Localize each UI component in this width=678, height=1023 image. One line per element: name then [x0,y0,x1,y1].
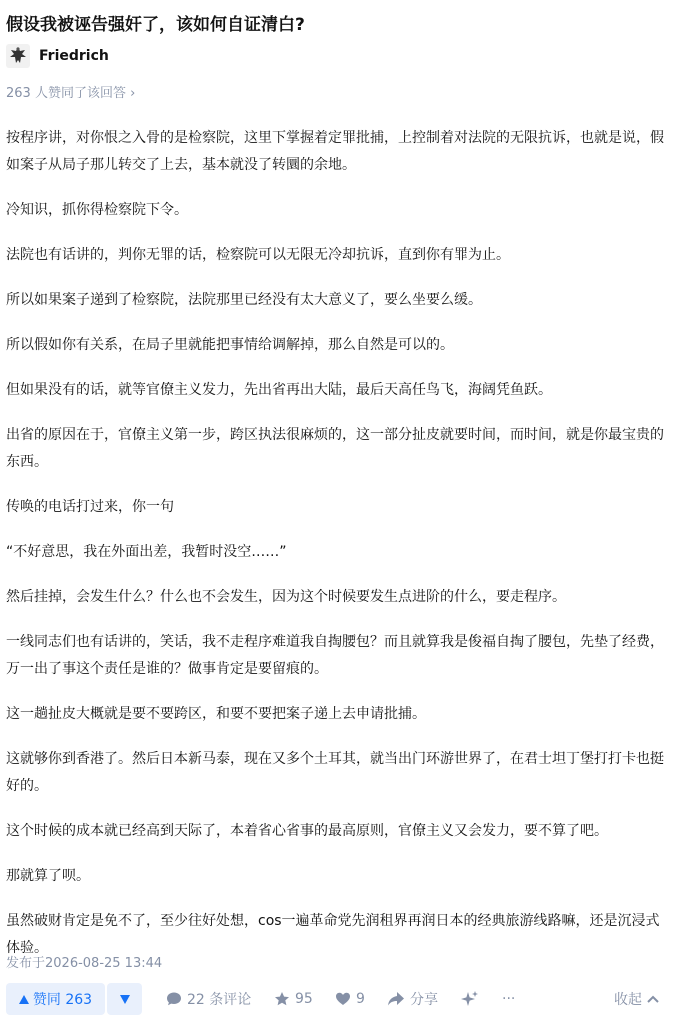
star-count: 95 [295,991,313,1007]
ai-sparkle-button[interactable] [461,983,479,1015]
paragraph: “不好意思，我在外面出差，我暂时没空……” [6,544,287,560]
avatar[interactable] [6,44,30,68]
more-button[interactable] [502,983,515,1015]
voters-link[interactable]: 263 人赞同了该回答 › [6,86,136,101]
paragraph: 这一趟扯皮大概就是要不要跨区，和要不要把案子递上去申请批捕。 [6,706,426,722]
paragraph: 那就算了呗。 [6,868,90,884]
triangle-up-icon [19,995,29,1004]
collapse-button[interactable] [614,983,659,1015]
paragraph: 法院也有话讲的，判你无罪的话，检察院可以无限无冷却抗诉，直到你有罪为止。 [6,247,510,263]
more-icon: ··· [502,991,516,1007]
question-title[interactable]: 假设我被诬告强奸了，该如何自证清白? [6,15,305,35]
paragraph: 然后挂掉，会发生什么？什么也不会发生，因为这个时候要发生点进阶的什么，要走程序。 [6,589,566,605]
like-button[interactable] [335,983,365,1015]
paragraph: 所以如果案子递到了检察院，法院那里已经没有太大意义了，要么坐要么缓。 [6,292,482,308]
author-name[interactable]: Friedrich [39,48,109,64]
triangle-down-icon [120,995,130,1004]
paragraph: 所以假如你有关系，在局子里就能把事情给调解掉，那么自然是可以的。 [6,337,454,353]
sparkle-icon [461,990,479,1008]
paragraph: 但如果没有的话，就等官僚主义发力，先出省再出大陆，最后天高任鸟飞，海阔凭鱼跃。 [6,382,552,398]
paragraph: 这就够你到香港了。然后日本新马泰，现在又多个土耳其，就当出门环游世界了，在君士坦丁堡打打卡也挺好的。 [6,751,664,794]
vote-down-button[interactable] [107,983,142,1015]
comments-button[interactable] [166,983,251,1015]
paragraph: 一线同志们也有话讲的，笑话，我不走程序难道我自掏腰包？而且就算我是俊福自掏了腰包，先垫了经费，万一出了事这个责任是谁的？做事肯定是要留痕的。 [6,634,664,677]
chevron-up-icon [647,995,659,1003]
like-count: 9 [356,991,365,1007]
eagle-crest-icon [7,45,29,67]
paragraph: 冷知识，抓你得检察院下令。 [6,202,188,218]
paragraph: 传唤的电话打过来，你一句 [6,499,174,515]
star-button[interactable] [274,983,313,1015]
share-label: 分享 [410,992,438,1008]
author-row [6,43,109,69]
vote-up-label: 赞同 263 [32,992,93,1008]
share-button[interactable] [387,983,438,1015]
share-icon [387,991,405,1007]
published-time[interactable]: 发布于2026-08-25 13:44 [6,956,163,971]
action-bar [0,983,678,1015]
comment-icon [166,991,182,1007]
collapse-label: 收起 [614,992,642,1008]
star-icon [274,991,290,1007]
paragraph: 虽然破财肯定是免不了，至少往好处想，cos一遍革命党先润租界再润日本的经典旅游线路嘛，还是沉浸式体验。 [6,913,660,956]
paragraph: 出省的原因在于，官僚主义第一步，跨区执法很麻烦的，这一部分扯皮就要时间，而时间，就是你最宝贵的东西。 [6,427,664,470]
answer-content [6,125,672,980]
vote-up-button[interactable] [6,983,105,1015]
paragraph: 按程序讲，对你恨之入骨的是检察院，这里下掌握着定罪批捕，上控制着对法院的无限抗诉，也就是说，假如案子从局子那儿转交了上去，基本就没了转圜的余地。 [6,130,664,173]
paragraph: 这个时候的成本就已经高到天际了，本着省心省事的最高原则，官僚主义又会发力，要不算了吧。 [6,823,608,839]
heart-icon [335,991,351,1007]
comments-label: 22 条评论 [187,992,252,1008]
